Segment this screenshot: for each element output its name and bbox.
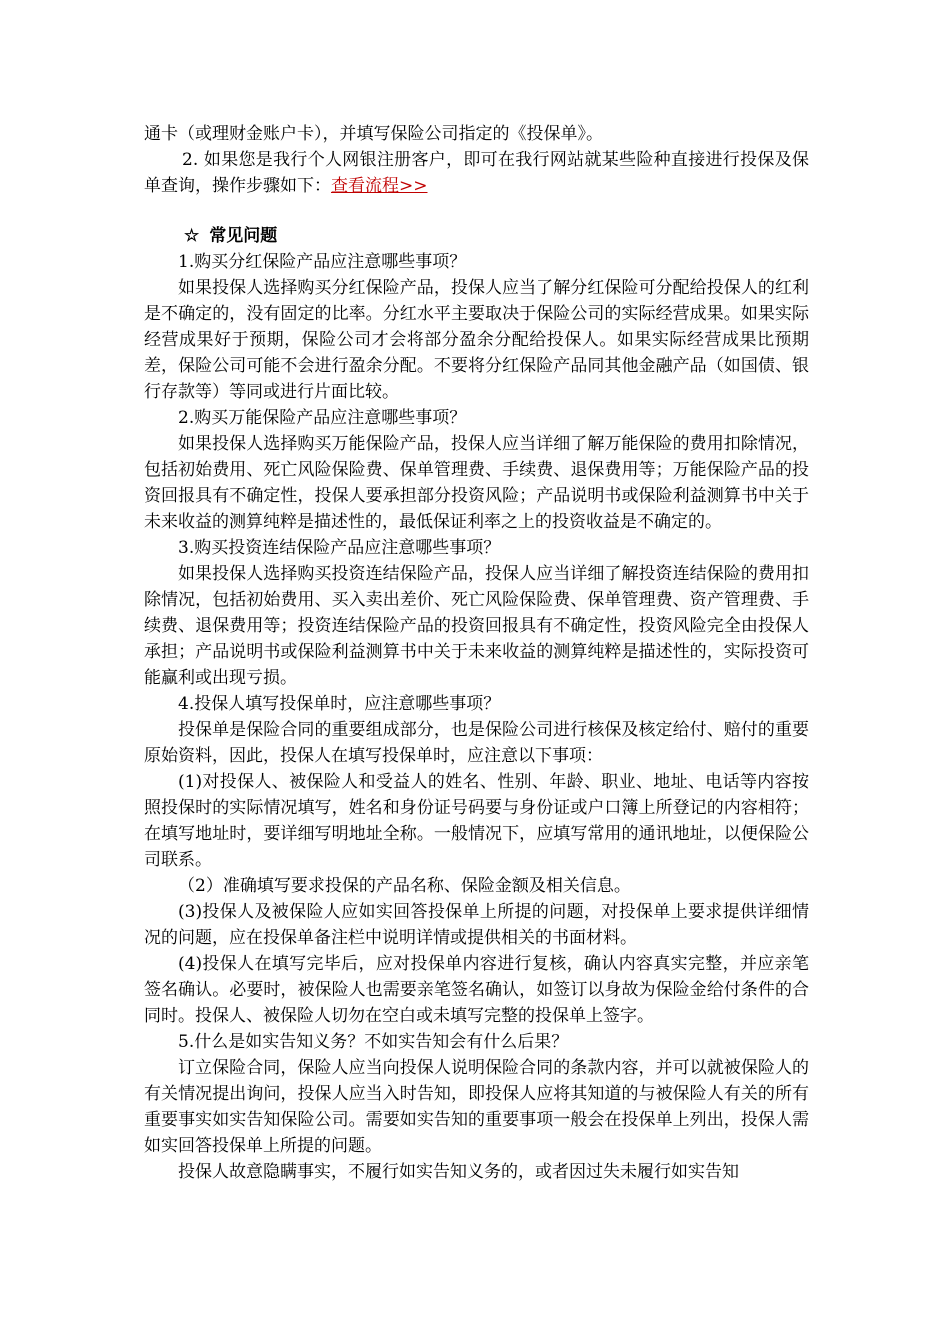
paragraph-intro-1 bbox=[144, 147, 809, 199]
answer-3: 如果投保人选择购买投资连结保险产品，投保人应当详细了解投资连结保险的费用扣除情况，包括初始费用、买入卖出差价、死亡风险保险费、保单管理费、资产管理费、手续费、退保费用等；投资连结保险产品的投资回报具有不确定性，投资风险完全由投保人承担；产品说明书或保险利益测算书中关于未来收益的测算纯粹是描述性的，实际投资可能赢利或出现亏损。 bbox=[144, 564, 809, 688]
section-title: 常见问题 bbox=[209, 226, 278, 246]
document-body bbox=[144, 121, 809, 1185]
question-2: 2.购买万能保险产品应注意哪些事项？ bbox=[178, 408, 467, 428]
answer-4: 投保单是保险合同的重要组成部分，也是保险公司进行核保及核定给付、赔付的重要原始资料，因此，投保人在填写投保单时，应注意以下事项： bbox=[144, 720, 809, 766]
section-gap bbox=[144, 199, 809, 223]
paragraph-intro-0: 通卡（或理财金账户卡），并填写保险公司指定的《投保单》。 bbox=[144, 124, 603, 144]
answer-4-item-4: (4)投保人在填写完毕后，应对投保单内容进行复核，确认内容真实完整，并应亲笔签名确认。必要时，被保险人也需要亲笔签名确认，如签订以身故为保险金给付条件的合同时。投保人、被保险人切勿在空白或未填写完整的投保单上签字。 bbox=[144, 954, 809, 1026]
answer-5: 订立保险合同，保险人应当向投保人说明保险合同的条款内容，并可以就被保险人的有关情况提出询问，投保人应当入时告知，即投保人应将其知道的与被保险人有关的所有重要事实如实告知保险公司。需要如实告知的重要事项一般会在投保单上列出，投保人需如实回答投保单上所提的问题。 bbox=[144, 1058, 809, 1156]
answer-5-continued: 投保人故意隐瞒事实，不履行如实告知义务的，或者因过失未履行如实告知 bbox=[178, 1162, 739, 1182]
question-3: 3.购买投资连结保险产品应注意哪些事项？ bbox=[178, 538, 501, 558]
view-process-link[interactable]: 查看流程>> bbox=[331, 176, 428, 196]
question-1: 1.购买分红保险产品应注意哪些事项？ bbox=[178, 252, 467, 272]
answer-4-item-2: （2）准确填写要求投保的产品名称、保险金额及相关信息。 bbox=[178, 876, 631, 896]
question-4: 4.投保人填写投保单时，应注意哪些事项？ bbox=[178, 694, 501, 714]
answer-2: 如果投保人选择购买万能保险产品，投保人应当详细了解万能保险的费用扣除情况，包括初始费用、死亡风险保险费、保单管理费、手续费、退保费用等；万能保险产品的投资回报具有不确定性，投保人要承担部分投资风险；产品说明书或保险利益测算书中关于未来收益的测算纯粹是描述性的，最低保证利率之上的投资收益是不确定的。 bbox=[144, 434, 809, 532]
star-icon: ☆ bbox=[184, 226, 200, 246]
section-heading bbox=[144, 223, 809, 249]
answer-4-item-3: (3)投保人及被保险人应如实回答投保单上所提的问题，对投保单上要求提供详细情况的问题，应在投保单备注栏中说明详情或提供相关的书面材料。 bbox=[144, 902, 809, 948]
intro-1-text: 2. 如果您是我行个人网银注册客户，即可在我行网站就某些险种直接进行投保及保单查询，操作步骤如下： bbox=[144, 150, 809, 196]
answer-4-item-1: (1)对投保人、被保险人和受益人的姓名、性别、年龄、职业、地址、电话等内容按照投保时的实际情况填写，姓名和身份证号码要与身份证或户口簿上所登记的内容相符；在填写地址时，要详细写明地址全称。一般情况下，应填写常用的通讯地址，以便保险公司联系。 bbox=[144, 772, 809, 870]
question-5: 5.什么是如实告知义务？不如实告知会有什么后果？ bbox=[178, 1032, 569, 1052]
answer-1: 如果投保人选择购买分红保险产品，投保人应当了解分红保险可分配给投保人的红利是不确定的，没有固定的比率。分红水平主要取决于保险公司的实际经营成果。如果实际经营成果好于预期，保险公司才会将部分盈余分配给投保人。如果实际经营成果比预期差，保险公司可能不会进行盈余分配。不要将分红保险产品同其他金融产品（如国债、银行存款等）等同或进行片面比较。 bbox=[144, 278, 809, 402]
